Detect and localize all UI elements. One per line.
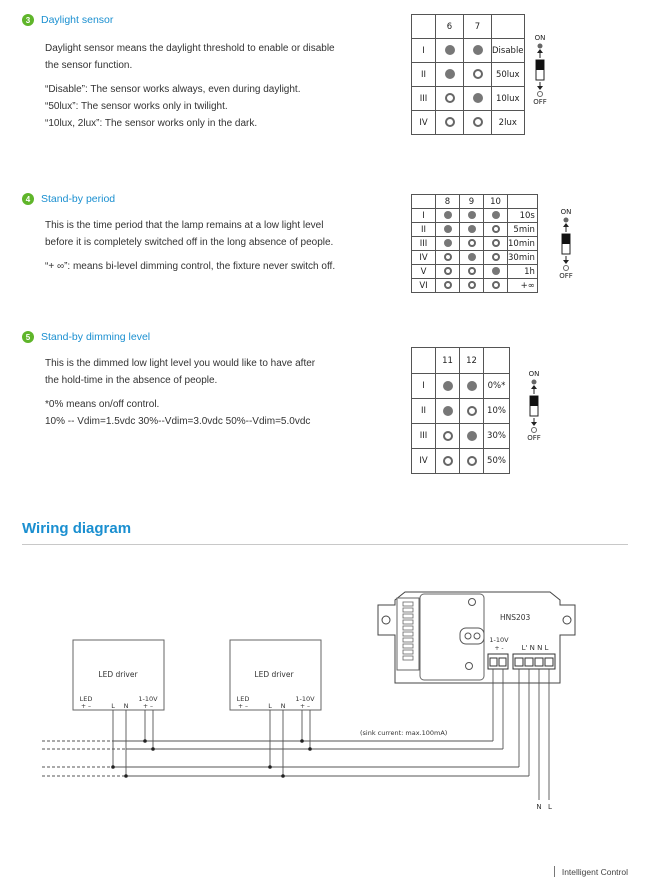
- table-row: [412, 223, 538, 237]
- dip-cell: [436, 39, 464, 63]
- table-header-cell: 9: [460, 195, 484, 209]
- dip-cell: [464, 39, 492, 63]
- dip-cell: [460, 265, 484, 279]
- row-label: I: [412, 39, 436, 63]
- setting-value: 10s: [508, 209, 538, 223]
- dip-off-icon: [445, 93, 455, 103]
- dip-switch-icon: [525, 42, 555, 102]
- table-header-cell: 6: [436, 15, 464, 39]
- row-label: III: [412, 237, 436, 251]
- dim-input-terminals: + –: [143, 703, 153, 710]
- wiring-diagram-title: Wiring diagram: [22, 520, 132, 537]
- dip-cell: [436, 223, 460, 237]
- dip-cell: [484, 265, 508, 279]
- on-label: ON: [534, 34, 546, 42]
- dip-cell: [436, 449, 460, 474]
- dip-off-icon: [467, 456, 477, 466]
- dip-cell: [484, 279, 508, 293]
- row-label: I: [412, 209, 436, 223]
- dip-off-icon: [492, 225, 500, 233]
- sink-current-note: (sink current: max.100mA): [360, 729, 448, 737]
- section-4-heading: [22, 193, 115, 205]
- dip-on-icon: [468, 211, 476, 219]
- dim-input-terminals: + –: [300, 703, 310, 710]
- section-paragraph: 10% -- Vdim=1.5vdc 30%--Vdim=3.0vdc 50%--Vdim=5.0vdc: [45, 416, 311, 427]
- dip-on-icon: [473, 93, 483, 103]
- dip-on-icon: [444, 211, 452, 219]
- dim-input-label: 1-10V: [138, 695, 158, 703]
- dip-on-icon: [468, 253, 476, 261]
- row-label: IV: [412, 449, 436, 474]
- dip-cell: [460, 251, 484, 265]
- section-paragraph: “50lux”: The sensor works only in twilight.: [45, 101, 228, 112]
- sensor-hns203: [378, 592, 575, 683]
- dip-on-icon: [468, 225, 476, 233]
- dip-cell: [436, 87, 464, 111]
- dip-off-icon: [445, 117, 455, 127]
- dip-cell: [484, 209, 508, 223]
- setting-value: 1h: [508, 265, 538, 279]
- sensor-dim-label: 1-10V: [489, 636, 509, 644]
- dip-on-icon: [467, 431, 477, 441]
- led-driver-2: [230, 640, 321, 710]
- dip-off-icon: [473, 117, 483, 127]
- footer: [554, 866, 628, 877]
- table-header-cell: 10: [484, 195, 508, 209]
- section-title: Stand-by period: [41, 193, 116, 205]
- setting-value: 5min: [508, 223, 538, 237]
- section-paragraph: “+ ∞”: means bi-level dimming control, the fixture never switch off.: [45, 261, 336, 272]
- dim-input-label: 1-10V: [295, 695, 315, 703]
- table-row: [412, 424, 510, 449]
- table-row: [412, 63, 525, 87]
- section-paragraph: the sensor function.: [45, 60, 133, 71]
- section-5-heading: [22, 331, 150, 343]
- row-label: II: [412, 63, 436, 87]
- section-title: Daylight sensor: [41, 14, 114, 26]
- section-paragraph: “10lux, 2lux”: The sensor works only in the dark.: [45, 118, 258, 129]
- led-output-label: LED: [236, 695, 250, 703]
- section-number-badge: 5: [22, 331, 34, 343]
- dip-off-icon: [444, 267, 452, 275]
- section-paragraph: the hold-time in the absence of people.: [45, 375, 218, 386]
- mains-l-label: L: [548, 803, 552, 811]
- dip-cell: [460, 223, 484, 237]
- setting-value: 10min: [508, 237, 538, 251]
- setting-value: 2lux: [492, 111, 525, 135]
- table-header-cell: [412, 15, 436, 39]
- dip-cell: [484, 251, 508, 265]
- row-label: IV: [412, 251, 436, 265]
- dip-off-icon: [444, 253, 452, 261]
- setting-value: 50%: [484, 449, 510, 474]
- dip-cell: [464, 63, 492, 87]
- mains-n-label: N: [536, 803, 542, 811]
- row-label: II: [412, 399, 436, 424]
- dip-cell: [464, 111, 492, 135]
- dip-off-icon: [467, 406, 477, 416]
- dip-off-icon: [468, 281, 476, 289]
- dip-on-icon: [444, 239, 452, 247]
- section-paragraph: This is the time period that the lamp remains at a low light level: [45, 220, 324, 231]
- setting-value: Disable: [492, 39, 525, 63]
- row-label: IV: [412, 111, 436, 135]
- table-row: [412, 374, 510, 399]
- led-output-label: LED: [79, 695, 93, 703]
- dip-cell: [460, 399, 484, 424]
- dip-off-icon: [492, 281, 500, 289]
- section-paragraph: before it is completely switched off in the long absence of people.: [45, 237, 334, 248]
- dip-on-icon: [473, 45, 483, 55]
- standby-period-dip-table: [411, 194, 538, 293]
- dip-cell: [436, 111, 464, 135]
- led-output-terminals: + –: [81, 703, 91, 710]
- table-row: [412, 87, 525, 111]
- dip-cell: [436, 424, 460, 449]
- dip-cell: [436, 265, 460, 279]
- dip-cell: [464, 87, 492, 111]
- table-row: [412, 251, 538, 265]
- row-label: VI: [412, 279, 436, 293]
- dip-on-icon: [492, 267, 500, 275]
- setting-value: 30%: [484, 424, 510, 449]
- setting-value: 0%*: [484, 374, 510, 399]
- dip-off-icon: [492, 253, 500, 261]
- dip-off-icon: [443, 431, 453, 441]
- table-header-cell: 7: [464, 15, 492, 39]
- dimming-level-dip-table: [411, 347, 510, 474]
- led-driver-1: [73, 640, 164, 710]
- dip-off-icon: [468, 239, 476, 247]
- dip-on-icon: [445, 45, 455, 55]
- table-row: [412, 399, 510, 424]
- dip-off-icon: [473, 69, 483, 79]
- row-label: I: [412, 374, 436, 399]
- off-label: OFF: [527, 434, 541, 442]
- dip-on-icon: [443, 406, 453, 416]
- off-label: OFF: [533, 98, 547, 106]
- dip-switch-legend: [525, 34, 555, 106]
- table-header-cell: [492, 15, 525, 39]
- dip-cell: [436, 279, 460, 293]
- row-label: III: [412, 87, 436, 111]
- dip-off-icon: [444, 281, 452, 289]
- dip-cell: [436, 251, 460, 265]
- on-label: ON: [528, 370, 540, 378]
- dip-cell: [436, 399, 460, 424]
- dip-off-icon: [443, 456, 453, 466]
- on-label: ON: [560, 208, 572, 216]
- dip-cell: [460, 279, 484, 293]
- section-paragraph: Daylight sensor means the daylight threshold to enable or disable: [45, 43, 335, 54]
- footer-text: Intelligent Control: [561, 866, 628, 877]
- n-terminal-label: N: [280, 702, 286, 710]
- dip-cell: [436, 374, 460, 399]
- section-number-badge: 3: [22, 14, 34, 26]
- table-row: [412, 39, 525, 63]
- section-paragraph: “Disable”: The sensor works always, even during daylight.: [45, 84, 301, 95]
- table-header-cell: [508, 195, 538, 209]
- dip-cell: [460, 424, 484, 449]
- table-row: [412, 265, 538, 279]
- setting-value: 30min: [508, 251, 538, 265]
- daylight-dip-table: [411, 14, 525, 135]
- dip-cell: [460, 374, 484, 399]
- dip-off-icon: [468, 267, 476, 275]
- setting-value: 10lux: [492, 87, 525, 111]
- table-header-cell: [412, 348, 436, 374]
- section-3-heading: [22, 14, 113, 26]
- table-header-cell: [484, 348, 510, 374]
- table-header-cell: [412, 195, 436, 209]
- dip-cell: [436, 63, 464, 87]
- sensor-model-label: HNS203: [500, 613, 531, 622]
- table-row: [412, 449, 510, 474]
- dip-on-icon: [492, 211, 500, 219]
- row-label: V: [412, 265, 436, 279]
- dip-switch-legend: [519, 370, 549, 442]
- dip-off-icon: [492, 239, 500, 247]
- dip-cell: [460, 237, 484, 251]
- setting-value: +∞: [508, 279, 538, 293]
- setting-value: 10%: [484, 399, 510, 424]
- dip-cell: [484, 237, 508, 251]
- l-terminal-label: L: [268, 702, 272, 710]
- section-paragraph: This is the dimmed low light level you would like to have after: [45, 358, 316, 369]
- table-row: [412, 209, 538, 223]
- table-row: [412, 279, 538, 293]
- section-title: Stand-by dimming level: [41, 331, 151, 343]
- n-terminal-label: N: [123, 702, 129, 710]
- dip-on-icon: [443, 381, 453, 391]
- table-row: [412, 111, 525, 135]
- section-paragraph: *0% means on/off control.: [45, 399, 160, 410]
- dip-cell: [436, 209, 460, 223]
- dip-on-icon: [467, 381, 477, 391]
- sensor-dim-terminals: + -: [494, 645, 504, 652]
- dip-cell: [460, 449, 484, 474]
- dip-on-icon: [445, 69, 455, 79]
- dip-switch-legend: [551, 208, 581, 280]
- row-label: III: [412, 424, 436, 449]
- dip-cell: [484, 223, 508, 237]
- off-label: OFF: [559, 272, 573, 280]
- section-number-badge: 4: [22, 193, 34, 205]
- wire-junctions: [111, 739, 312, 778]
- table-header-cell: 8: [436, 195, 460, 209]
- led-driver-label: LED driver: [98, 670, 138, 679]
- wiring-diagram: [0, 580, 650, 820]
- divider: [22, 544, 628, 545]
- dip-switch-icon: [551, 216, 581, 276]
- table-row: [412, 237, 538, 251]
- l-terminal-label: L: [111, 702, 115, 710]
- sensor-terminals-label: L' N N L: [521, 644, 549, 652]
- dip-cell: [436, 237, 460, 251]
- led-driver-label: LED driver: [254, 670, 294, 679]
- setting-value: 50lux: [492, 63, 525, 87]
- table-header-cell: 12: [460, 348, 484, 374]
- table-header-cell: 11: [436, 348, 460, 374]
- row-label: II: [412, 223, 436, 237]
- dip-on-icon: [444, 225, 452, 233]
- dip-switch-icon: [519, 378, 549, 438]
- dip-cell: [460, 209, 484, 223]
- footer-divider: [554, 866, 555, 877]
- led-output-terminals: + –: [238, 703, 248, 710]
